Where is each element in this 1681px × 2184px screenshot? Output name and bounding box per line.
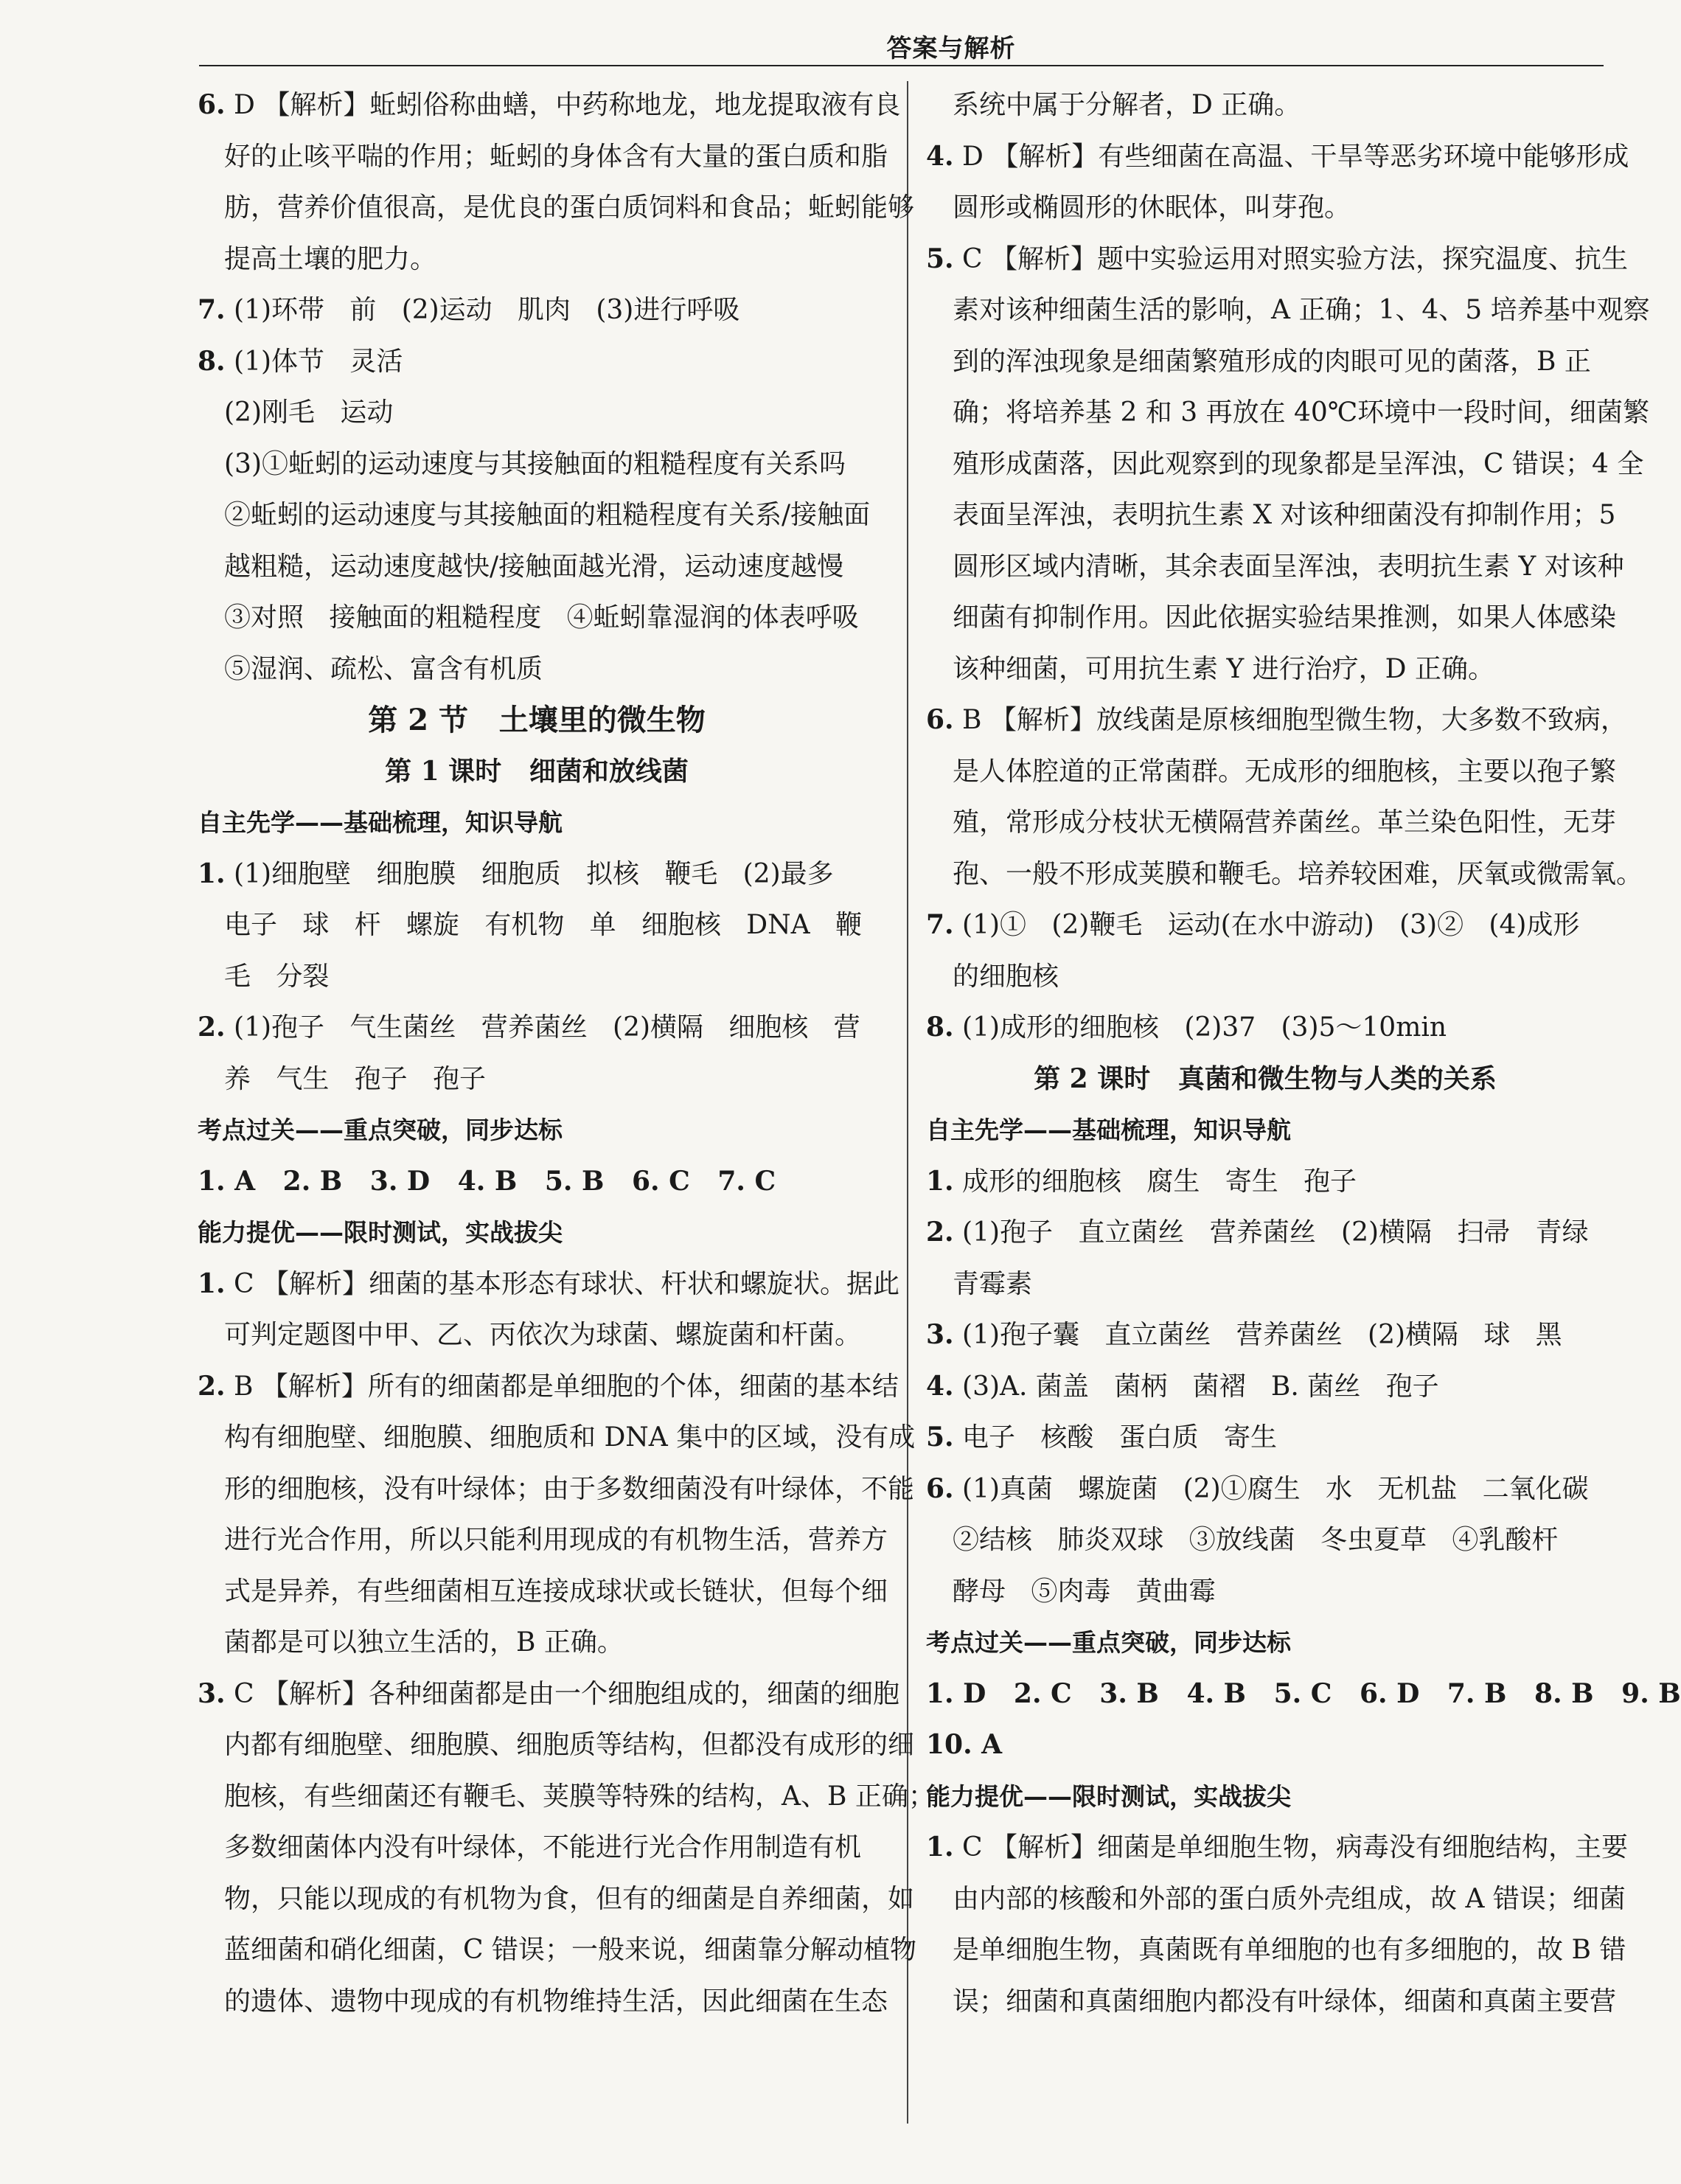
practice-heading: 能力提优——限时测试，实战拔尖 [198, 1218, 563, 1247]
item-number: 2. [198, 1370, 226, 1402]
item-text: C 【解析】题中实验运用对照实验方法，探究温度、抗生 [953, 243, 1629, 274]
answer-continuation: 形的细胞核，没有叶绿体；由于多数细菌没有叶绿体，不能 [224, 1473, 915, 1504]
left-column [198, 80, 935, 2027]
item-number: 1. [198, 1267, 226, 1299]
item-text: B 【解析】所有的细菌都是单细胞的个体，细菌的基本结 [225, 1371, 899, 1402]
answer-continuation: 胞核，有些细菌还有鞭毛、荚膜等特殊的结构，A、B 正确； [224, 1781, 935, 1812]
answer-continuation: 养 气生 孢子 孢子 [224, 1063, 486, 1094]
answer-continuation: 可判定题图中甲、乙、丙依次为球菌、螺旋菌和杆菌。 [224, 1320, 862, 1350]
answer-item [198, 849, 876, 900]
item-number: 2. [926, 1217, 954, 1248]
answer-continuation: 孢、一般不形成荚膜和鞭毛。培养较困难，厌氧或微需氧。 [953, 858, 1643, 889]
item-text: C 【解析】细菌是单细胞生物，病毒没有细胞结构，主要 [953, 1832, 1629, 1863]
answer-item [926, 1412, 1604, 1464]
item-number: 8. [926, 1012, 954, 1043]
item-text: C 【解析】细菌的基本形态有球状、杆状和螺旋状。据此 [225, 1268, 900, 1299]
practice-heading: 能力提优——限时测试，实战拔尖 [926, 1781, 1291, 1811]
item-number: 1. [198, 858, 226, 889]
item-text: (1)体节 灵活 [225, 346, 403, 377]
answer-continuation: 内都有细胞壁、细胞膜、细胞质等结构，但都没有成形的细 [224, 1730, 915, 1760]
answer-continuation: 电子 球 杆 螺旋 有机物 单 细胞核 DNA 鞭 [224, 910, 863, 940]
item-text: (3)A. 菌盖 菌柄 菌褶 B. 菌丝 孢子 [953, 1371, 1439, 1402]
answer-continuation: 多数细菌体内没有叶绿体，不能进行光合作用制造有机 [224, 1832, 862, 1863]
item-number: 6. [198, 89, 226, 120]
answer-continuation: 物，只能以现成的有机物为食，但有的细菌是自养细菌，如 [224, 1883, 915, 1914]
answer-item [926, 1310, 1604, 1361]
item-number: 5. [926, 1422, 954, 1453]
item-text: C 【解析】各种细菌都是由一个细胞组成的，细菌的细胞 [225, 1678, 900, 1709]
item-text: D 【解析】蚯蚓俗称曲蟮，中药称地龙，地龙提取液有良 [225, 90, 901, 120]
answer-continuation: ⑤湿润、疏松、富含有机质 [224, 653, 543, 684]
answer-continuation: (3)①蚯蚓的运动速度与其接触面的粗糙程度有关系吗 [224, 448, 846, 479]
answer-item [926, 1361, 1604, 1413]
answer-continuation: 系统中属于分解者，D 正确。 [953, 90, 1301, 120]
item-number: 4. [926, 1370, 954, 1402]
item-text: (1)孢子囊 直立菌丝 营养菌丝 (2)横隔 球 黑 [953, 1320, 1562, 1350]
answer-item [198, 1002, 876, 1054]
item-text: (1)成形的细胞核 (2)37 (3)5～10min [953, 1012, 1447, 1043]
answer-continuation: 的遗体、遗物中现成的有机物维持生活，因此细菌在生态 [224, 1986, 888, 2017]
practice-heading: 考点过关——重点突破，同步达标 [926, 1628, 1291, 1657]
answer-item [198, 1669, 900, 1720]
lesson-title: 第 2 课时 真菌和微生物与人类的关系 [1034, 1063, 1497, 1094]
answer-item [926, 1822, 1629, 1874]
item-text: 成形的细胞核 腐生 寄生 孢子 [953, 1166, 1357, 1197]
answer-continuation: 越粗糙，运动速度越快/接触面越光滑，运动速度越慢 [224, 551, 844, 582]
answer-continuation: 该种细菌，可用抗生素 Y 进行治疗，D 正确。 [953, 653, 1494, 684]
answer-key-line: 10. A [926, 1729, 1003, 1760]
answer-item [926, 234, 1629, 285]
item-number: 1. [926, 1165, 954, 1197]
item-number: 2. [198, 1012, 226, 1043]
page-header-title: 答案与解析 [886, 34, 1016, 63]
answer-continuation: (2)刚毛 运动 [224, 397, 394, 428]
item-text: (1)孢子 直立菌丝 营养菌丝 (2)横隔 扫帚 青绿 [953, 1217, 1589, 1248]
answer-key-line: 1. D 2. C 3. B 4. B 5. C 6. D 7. B 8. B 9. B [926, 1677, 1681, 1709]
answer-continuation: 构有细胞壁、细胞膜、细胞质和 DNA 集中的区域，没有成 [224, 1422, 916, 1453]
item-number: 3. [198, 1677, 226, 1709]
answer-continuation: ②结核 肺炎双球 ③放线菌 冬虫夏草 ④乳酸杆 [953, 1525, 1559, 1555]
answer-continuation: 菌都是可以独立生活的，B 正确。 [224, 1627, 624, 1658]
answer-continuation: 的细胞核 [953, 961, 1059, 992]
answer-continuation: 圆形区域内清晰，其余表面呈浑浊，表明抗生素 Y 对该种 [953, 551, 1624, 582]
answer-item [926, 1002, 1604, 1054]
answer-item [198, 285, 876, 336]
item-number: 3. [926, 1319, 954, 1350]
column-divider [907, 81, 908, 2124]
item-number: 8. [198, 345, 226, 377]
right-column [926, 80, 1681, 2027]
practice-heading: 自主先学——基础梳理，知识导航 [198, 808, 563, 837]
answer-continuation: 误；细菌和真菌细胞内都没有叶绿体，细菌和真菌主要营 [953, 1986, 1617, 2017]
answer-continuation: 细菌有抑制作用。因此依据实验结果推测，如果人体感染 [953, 602, 1617, 633]
answer-item [198, 1361, 899, 1413]
item-text: (1)细胞壁 细胞膜 细胞质 拟核 鞭毛 (2)最多 [225, 858, 834, 889]
answer-continuation: 表面呈浑浊，表明抗生素 X 对该种细菌没有抑制作用；5 [953, 500, 1616, 530]
answer-continuation: 圆形或椭圆形的休眠体，叫芽孢。 [953, 192, 1351, 223]
practice-heading: 自主先学——基础梳理，知识导航 [926, 1116, 1291, 1144]
item-text: (1)真菌 螺旋菌 (2)①腐生 水 无机盐 二氧化碳 [953, 1473, 1589, 1504]
answer-continuation: 酵母 ⑤肉毒 黄曲霉 [953, 1576, 1216, 1607]
answer-item [926, 131, 1629, 183]
answer-continuation: 蓝细菌和硝化细菌，C 错误；一般来说，细菌靠分解动植物 [224, 1935, 916, 1965]
answer-continuation: 青霉素 [953, 1268, 1033, 1299]
answer-continuation: 毛 分裂 [224, 961, 330, 992]
answer-item [926, 1156, 1604, 1208]
answer-continuation: 素对该种细菌生活的影响，A 正确；1、4、5 培养基中观察 [953, 295, 1650, 325]
practice-heading: 考点过关——重点突破，同步达标 [198, 1116, 563, 1144]
answer-item [926, 1464, 1604, 1515]
item-number: 1. [926, 1832, 954, 1863]
item-number: 4. [926, 140, 954, 172]
answer-continuation: 好的止咳平喘的作用；蚯蚓的身体含有大量的蛋白质和脂 [224, 141, 888, 172]
answer-continuation: ②蚯蚓的运动速度与其接触面的粗糙程度有关系/接触面 [224, 500, 871, 530]
answer-item [926, 695, 1627, 746]
answer-continuation: ③对照 接触面的粗糙程度 ④蚯蚓靠湿润的体表呼吸 [224, 602, 859, 633]
answer-item [198, 80, 901, 131]
item-text: D 【解析】有些细菌在高温、干旱等恶劣环境中能够形成 [953, 141, 1629, 172]
lesson-title: 第 1 课时 细菌和放线菌 [385, 755, 689, 787]
item-text: (1)孢子 气生菌丝 营养菌丝 (2)横隔 细胞核 营 [225, 1012, 860, 1043]
item-number: 7. [926, 909, 954, 940]
answer-item [198, 1259, 900, 1310]
answer-continuation: 肪，营养价值很高，是优良的蛋白质饲料和食品；蚯蚓能够 [224, 192, 915, 223]
item-number: 6. [926, 1472, 954, 1504]
answer-continuation: 殖，常形成分枝状无横隔营养菌丝。革兰染色阳性，无芽 [953, 807, 1617, 838]
item-text: 电子 核酸 蛋白质 寄生 [953, 1422, 1278, 1453]
section-title: 第 2 节 土壤里的微生物 [368, 703, 706, 737]
item-text: (1)环带 前 (2)运动 肌肉 (3)进行呼吸 [225, 295, 740, 325]
item-number: 6. [926, 704, 954, 735]
answer-continuation: 确；将培养基 2 和 3 再放在 40℃环境中一段时间，细菌繁 [953, 397, 1650, 428]
answer-continuation: 式是异养，有些细菌相互连接成球状或长链状，但每个细 [224, 1576, 888, 1607]
answer-continuation: 进行光合作用，所以只能利用现成的有机物生活，营养方 [224, 1525, 888, 1555]
answer-item [926, 1207, 1604, 1259]
answer-continuation: 由内部的核酸和外部的蛋白质外壳组成，故 A 错误；细菌 [953, 1883, 1626, 1914]
item-number: 5. [926, 243, 954, 274]
answer-continuation: 是单细胞生物，真菌既有单细胞的也有多细胞的，故 B 错 [953, 1935, 1626, 1965]
answer-continuation: 到的浑浊现象是细菌繁殖形成的肉眼可见的菌落，B 正 [953, 346, 1591, 377]
item-text: B 【解析】放线菌是原核细胞型微生物，大多数不致病， [953, 705, 1627, 735]
item-text: (1)① (2)鞭毛 运动(在水中游动) (3)② (4)成形 [953, 910, 1580, 940]
answer-item [926, 900, 1604, 951]
answer-continuation: 提高土壤的肥力。 [224, 243, 437, 274]
item-number: 7. [198, 294, 226, 325]
answer-continuation: 是人体腔道的正常菌群。无成形的细胞核，主要以孢子繁 [953, 756, 1617, 787]
answer-continuation: 殖形成菌落，因此观察到的现象都是呈浑浊，C 错误；4 全 [953, 448, 1644, 479]
answer-item [198, 336, 876, 388]
answer-key-line: 1. A 2. B 3. D 4. B 5. B 6. C 7. C [198, 1165, 776, 1197]
header-rule [199, 65, 1604, 66]
